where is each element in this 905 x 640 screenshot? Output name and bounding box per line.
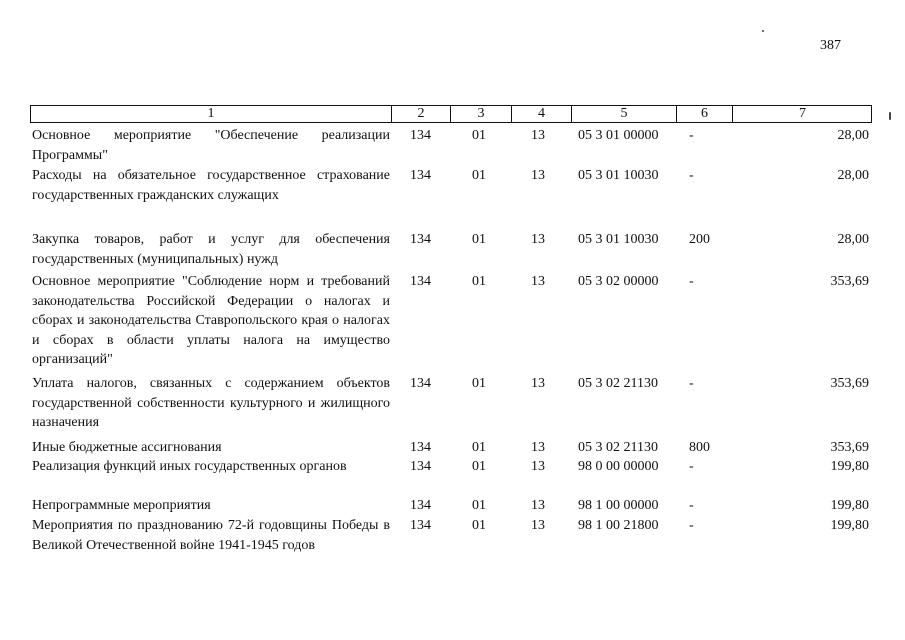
- row-col-2: 134: [410, 518, 431, 533]
- row-col-6: -: [689, 459, 694, 474]
- row-col-6: -: [689, 128, 694, 143]
- row-col-3: 01: [472, 168, 486, 183]
- row-name: Расходы на обязательное государственное страхование государственных гражданских служащих: [32, 168, 390, 203]
- header-cell-2: 2: [391, 106, 450, 122]
- header-cell-1: 1: [207, 106, 215, 121]
- row-col-4: 13: [531, 232, 545, 247]
- header-cell-6: 6: [676, 106, 732, 122]
- row-name: Основное мероприятие "Соблюдение норм и требований законодательства Российской Федерации о налогах и сборах и законодательства Ставропольского края о налогах и сборах в области уплаты налога на имущество организаций": [32, 274, 390, 367]
- row-col-6: 200: [689, 232, 710, 247]
- row-col-5: 98 1 00 21800: [578, 518, 659, 533]
- row-col-6: 800: [689, 440, 710, 455]
- row-col-5: 05 3 02 21130: [578, 376, 658, 391]
- row-col-2: 134: [410, 274, 431, 289]
- row-col-5: 05 3 02 21130: [578, 440, 658, 455]
- row-col-5: 98 0 00 00000: [578, 459, 659, 474]
- row-col-7: 28,00: [837, 128, 869, 143]
- row-col-2: 134: [410, 459, 431, 474]
- row-col-3: 01: [472, 518, 486, 533]
- row-col-3: 01: [472, 232, 486, 247]
- scan-speck: [889, 112, 891, 120]
- row-col-4: 13: [531, 459, 545, 474]
- row-col-3: 01: [472, 274, 486, 289]
- row-name: Мероприятия по празднованию 72-й годовщины Победы в Великой Отечественной войне 1941-1945 годов: [32, 518, 390, 553]
- row-col-3: 01: [472, 440, 486, 455]
- row-col-2: 134: [410, 376, 431, 391]
- row-col-5: 05 3 01 00000: [578, 128, 659, 143]
- row-col-6: -: [689, 376, 694, 391]
- row-col-2: 134: [410, 232, 431, 247]
- row-col-6: -: [689, 274, 694, 289]
- row-col-7: 353,69: [830, 274, 869, 289]
- row-col-2: 134: [410, 168, 431, 183]
- row-col-4: 13: [531, 128, 545, 143]
- row-name: Закупка товаров, работ и услуг для обеспечения государственных (муниципальных) нужд: [32, 232, 390, 267]
- row-col-7: 199,80: [830, 459, 869, 474]
- page-number: 387: [820, 38, 841, 53]
- row-col-5: 05 3 02 00000: [578, 274, 659, 289]
- row-name: Уплата налогов, связанных с содержанием объектов государственной собственности культурного и жилищного назначения: [32, 376, 390, 430]
- row-col-4: 13: [531, 440, 545, 455]
- row-col-3: 01: [472, 376, 486, 391]
- row-col-5: 05 3 01 10030: [578, 232, 659, 247]
- row-col-2: 134: [410, 128, 431, 143]
- row-col-7: 353,69: [830, 376, 869, 391]
- scan-speck: [762, 30, 764, 32]
- row-name: Основное мероприятие "Обеспечение реализации Программы": [32, 128, 390, 163]
- row-col-3: 01: [472, 498, 486, 513]
- row-col-7: 199,80: [830, 518, 869, 533]
- row-name: Иные бюджетные ассигнования: [32, 440, 222, 455]
- header-cell-5: 5: [571, 106, 676, 122]
- row-col-2: 134: [410, 440, 431, 455]
- row-col-7: 28,00: [837, 168, 869, 183]
- row-col-4: 13: [531, 168, 545, 183]
- row-col-4: 13: [531, 498, 545, 513]
- row-col-5: 98 1 00 00000: [578, 498, 659, 513]
- row-col-7: 199,80: [830, 498, 869, 513]
- row-col-5: 05 3 01 10030: [578, 168, 659, 183]
- row-col-2: 134: [410, 498, 431, 513]
- row-name: Реализация функций иных государственных органов: [32, 459, 347, 474]
- row-col-7: 353,69: [830, 440, 869, 455]
- header-cell-7: 7: [732, 106, 872, 122]
- row-name: Непрограммные мероприятия: [32, 498, 211, 513]
- header-cell-3: 3: [450, 106, 511, 122]
- row-col-6: -: [689, 168, 694, 183]
- table-header: [30, 105, 872, 123]
- row-col-4: 13: [531, 274, 545, 289]
- row-col-7: 28,00: [837, 232, 869, 247]
- row-col-6: -: [689, 518, 694, 533]
- row-col-4: 13: [531, 376, 545, 391]
- row-col-4: 13: [531, 518, 545, 533]
- row-col-6: -: [689, 498, 694, 513]
- header-cell-4: 4: [511, 106, 571, 122]
- row-col-3: 01: [472, 459, 486, 474]
- row-col-3: 01: [472, 128, 486, 143]
